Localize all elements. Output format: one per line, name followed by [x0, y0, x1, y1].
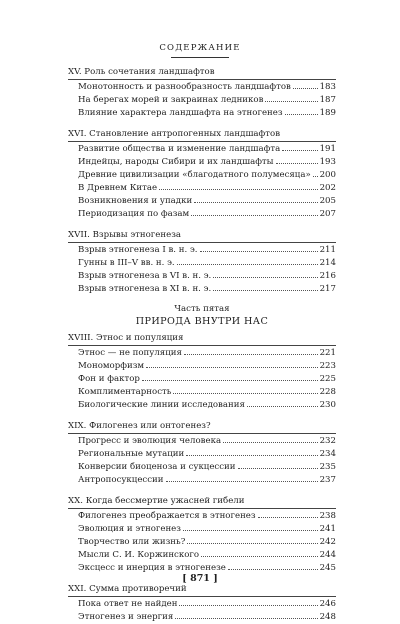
header-rule	[171, 57, 229, 58]
entry-page: 221	[319, 348, 336, 358]
entry-title: Мономорфизм	[78, 361, 145, 371]
entry-title: Развитие общества и изменение ландшафта	[78, 144, 281, 154]
entry-page: 245	[319, 563, 336, 573]
dot-leader	[173, 385, 317, 394]
entry-page: 232	[319, 436, 336, 446]
entry-title: Древние цивилизации «благодатного полумесяца»	[78, 170, 311, 180]
section-gap	[68, 119, 336, 128]
dot-leader	[194, 194, 317, 203]
section-title: XVIII. Этнос и популяция	[68, 332, 336, 346]
toc-entry	[68, 473, 336, 486]
dot-leader	[282, 142, 317, 151]
toc-entry	[68, 243, 336, 256]
section-title: XXI. Сумма противоречий	[68, 583, 336, 597]
entry-title: Взрыв этногенеза I в. н. э.	[78, 245, 198, 255]
toc-entry	[68, 434, 336, 447]
entry-title: Взрыв этногенеза в VI в. н. э.	[78, 271, 212, 281]
entry-page: 241	[319, 524, 336, 534]
dot-leader	[313, 168, 318, 177]
toc-section	[68, 420, 336, 486]
toc-entry	[68, 93, 336, 106]
entry-title: Биологические линии исследования	[78, 400, 245, 410]
toc-entry	[68, 447, 336, 460]
entry-page: 187	[319, 95, 336, 105]
entry-title: На берегах морей и закраинах ледников	[78, 95, 264, 105]
toc-section	[68, 332, 336, 411]
entry-title: В Древнем Китае	[78, 183, 158, 193]
entry-page: 244	[319, 550, 336, 560]
entry-page: 237	[319, 475, 336, 485]
entry-page: 191	[319, 144, 336, 154]
section-gap	[68, 220, 336, 229]
entry-page: 238	[319, 511, 336, 521]
entry-page: 214	[319, 258, 336, 268]
entry-page: 246	[319, 599, 336, 609]
section-title: XV. Роль сочетания ландшафтов	[68, 66, 336, 80]
entry-title: Прогресс и эволюция человека	[78, 436, 222, 446]
dot-leader	[146, 359, 318, 368]
running-header: СОДЕРЖАНИЕ	[159, 43, 241, 53]
entry-page: 200	[319, 170, 336, 180]
toc-entry	[68, 548, 336, 561]
dot-leader	[228, 561, 318, 570]
entry-title: Гунны в III–V вв. н. э.	[78, 258, 175, 268]
entry-page: 189	[319, 108, 336, 118]
dot-leader	[184, 346, 318, 355]
entry-page: 202	[319, 183, 336, 193]
toc-entry	[68, 106, 336, 119]
toc-entry	[68, 509, 336, 522]
entry-page: 211	[319, 245, 336, 255]
toc-section	[68, 583, 336, 623]
dot-leader	[183, 522, 318, 531]
entry-title: Филогенез преображается в этногенез	[78, 511, 256, 521]
toc-entry	[68, 385, 336, 398]
dot-leader	[187, 535, 317, 544]
section-gap	[68, 411, 336, 420]
entry-title: Эволюция и этногенез	[78, 524, 181, 534]
table-of-contents	[68, 66, 336, 623]
entry-title: Взрыв этногенеза в XI в. н. э.	[78, 284, 212, 294]
entry-page: 225	[319, 374, 336, 384]
entry-title: Индейцы, народы Сибири и их ландшафты	[78, 157, 274, 167]
entry-title: Мысли С. И. Коржинского	[78, 550, 200, 560]
page-number: [ 871 ]	[182, 573, 218, 584]
entry-title: Влияние характера ландшафта на этногенез	[78, 108, 283, 118]
toc-entry	[68, 398, 336, 411]
dot-leader	[293, 80, 318, 89]
toc-entry	[68, 597, 336, 610]
toc-section	[68, 128, 336, 220]
dot-leader	[142, 372, 318, 381]
dot-leader	[223, 434, 318, 443]
dot-leader	[247, 398, 318, 407]
entry-page: 242	[319, 537, 336, 547]
entry-page: 223	[319, 361, 336, 371]
entry-page: 230	[319, 400, 336, 410]
dot-leader	[166, 473, 318, 482]
entry-title: Пока ответ не найден	[78, 599, 178, 609]
dot-leader	[159, 181, 318, 190]
entry-page: 193	[319, 157, 336, 167]
toc-entry	[68, 194, 336, 207]
dot-leader	[186, 447, 317, 456]
entry-title: Комплиментарность	[78, 387, 172, 397]
toc-section	[68, 495, 336, 574]
toc-section	[68, 66, 336, 119]
entry-title: Фон и фактор	[78, 374, 140, 384]
toc-entry	[68, 282, 336, 295]
entry-title: Конверсии биоценоза и сукцессии	[78, 462, 236, 472]
dot-leader	[191, 207, 317, 216]
entry-title: Этнос — не популяция	[78, 348, 182, 358]
section-title: XVII. Взрывы этногенеза	[68, 229, 336, 243]
toc-entry	[68, 610, 336, 623]
section-title: XX. Когда бессмертие ужасней гибели	[68, 495, 336, 509]
toc-sections-before	[68, 66, 336, 295]
toc-entry	[68, 181, 336, 194]
toc-entry	[68, 155, 336, 168]
toc-entry	[68, 168, 336, 181]
toc-entry	[68, 142, 336, 155]
section-title: XIX. Филогенез или онтогенез?	[68, 420, 336, 434]
entry-page: 207	[319, 209, 336, 219]
entry-page: 234	[319, 449, 336, 459]
entry-page: 228	[319, 387, 336, 397]
toc-entry	[68, 269, 336, 282]
dot-leader	[238, 460, 318, 469]
toc-entry	[68, 346, 336, 359]
entry-title: Монотонность и разнообразность ландшафтов	[78, 82, 291, 92]
section-gap	[68, 486, 336, 495]
entry-title: Антропосукцессии	[78, 475, 164, 485]
entry-title: Творчество или жизнь?	[78, 537, 186, 547]
entry-page: 205	[319, 196, 336, 206]
dot-leader	[201, 548, 318, 557]
dot-leader	[179, 597, 317, 606]
toc-entry	[68, 359, 336, 372]
toc-entry	[68, 207, 336, 220]
toc-entry	[68, 522, 336, 535]
entry-title: Региональные мутации	[78, 449, 185, 459]
part-heading	[68, 303, 336, 328]
toc-entry	[68, 256, 336, 269]
dot-leader	[213, 282, 317, 291]
entry-page: 248	[319, 612, 336, 622]
dot-leader	[175, 610, 317, 619]
dot-leader	[276, 155, 318, 164]
dot-leader	[285, 106, 318, 115]
toc-entry	[68, 372, 336, 385]
part-label: Часть пятая	[174, 304, 230, 314]
dot-leader	[213, 269, 317, 278]
entry-page: 217	[319, 284, 336, 294]
entry-title: Этногенез и энергия	[78, 612, 174, 622]
toc-entry	[68, 460, 336, 473]
dot-leader	[265, 93, 317, 102]
part-title: ПРИРОДА ВНУТРИ НАС	[135, 316, 269, 327]
dot-leader	[177, 256, 318, 265]
toc-entry	[68, 80, 336, 93]
dot-leader	[200, 243, 318, 252]
toc-section	[68, 229, 336, 295]
section-title: XVI. Становление антропогенных ландшафтов	[68, 128, 336, 142]
entry-page: 235	[319, 462, 336, 472]
entry-title: Возникновения и упадки	[78, 196, 193, 206]
entry-title: Эксцесс и инерция в этногенезе	[78, 563, 226, 573]
entry-page: 183	[319, 82, 336, 92]
entry-page: 216	[319, 271, 336, 281]
toc-entry	[68, 535, 336, 548]
entry-title: Периодизация по фазам	[78, 209, 190, 219]
dot-leader	[258, 509, 318, 518]
